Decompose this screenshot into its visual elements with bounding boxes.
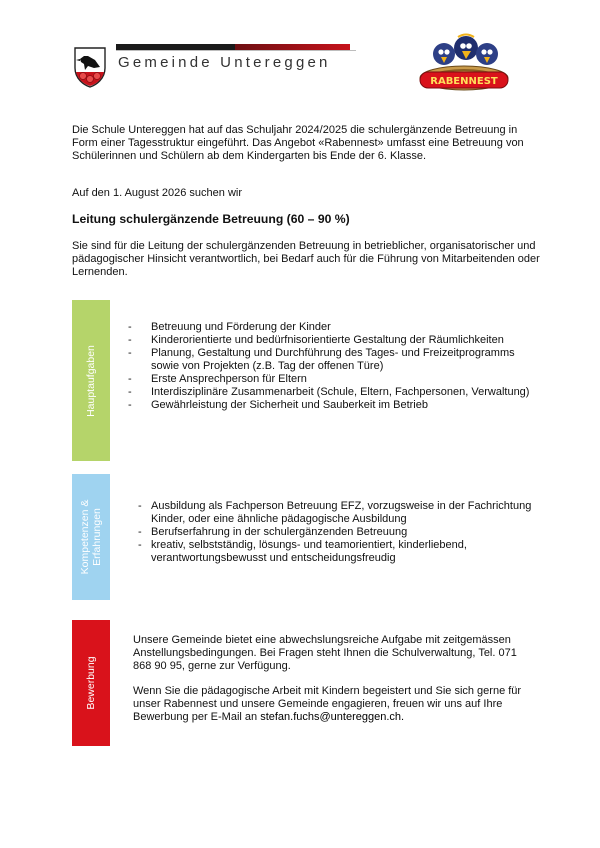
list-item: - Erste Ansprechperson für Eltern [128, 373, 538, 386]
bewerbung-paragraph-1: Unsere Gemeinde bietet eine abwechslungsreiche Aufgabe mit zeitgemässen Anstellungsbedingungen. Bei Fragen steht Ihnen die Schulverwaltung, Tel. 071 868 90 95, gerne zur Verfügung. [133, 634, 517, 672]
municipality-crest-logo [72, 46, 108, 88]
hauptaufgaben-list [128, 321, 538, 412]
list-item: - Interdisziplinäre Zusammenarbeit (Schule, Eltern, Fachpersonen, Verwaltung) [128, 386, 538, 399]
list-item: - Planung, Gestaltung und Durchführung des Tages- und Freizeitprogramms sowie von Projekten (z.B. Tag der offenen Türe) [128, 347, 538, 373]
rabennest-logo [414, 32, 514, 96]
list-item: - Gewährleistung der Sicherheit und Sauberkeit im Betrieb [128, 399, 538, 412]
section-label-kompetenzen [72, 474, 110, 600]
section-label-line: Erfahrungen [91, 508, 103, 566]
list-item: - Berufserfahrung in der schulergänzenden Betreuung [136, 526, 536, 539]
bewerbung-paragraph-2 [133, 685, 533, 724]
bewerbung-paragraph-2-text: Wenn Sie die pädagogische Arbeit mit Kindern begeistert und Sie sich gerne für unser Rabennest und unsere Gemeinde engagieren, freuen wir uns auf Ihre Bewerbung per E-Mail an [133, 685, 522, 723]
header-rule [116, 50, 356, 51]
kompetenzen-list [136, 500, 536, 565]
job-title: Leitung schulergänzende Betreuung (60 – 90 %) [72, 212, 350, 226]
start-date-line: Auf den 1. August 2026 suchen wir [72, 187, 243, 199]
list-item: - Kinderorientierte und bedürfnisorientierte Gestaltung der Räumlichkeiten [128, 334, 538, 347]
intro-paragraph: Die Schule Untereggen hat auf das Schuljahr 2024/2025 die schulergänzende Betreuung in Form einer Tagesstruktur eingeführt. Das Angebot «Rabennest» umfasst eine Betreuung von Schülerinnen und Schülern ab dem Kindergarten bis Ende der 6. Klasse. [72, 124, 524, 162]
section-label-bewerbung [72, 620, 110, 746]
list-item: - kreativ, selbstständig, lösungs- und teamorientiert, kinderliebend, verantwortungsbewusst und entscheidungsfreudig [136, 539, 536, 565]
list-item: - Betreuung und Förderung der Kinder [128, 321, 538, 334]
section-label-hauptaufgaben [72, 300, 110, 461]
job-description: Sie sind für die Leitung der schulergänzenden Betreuung in betrieblicher, organisatorischer und pädagogischer Hinsicht verantwortlich, bei Bedarf auch für die Führung von Mitarbeitenden oder Lernenden. [72, 240, 540, 278]
section-label-text: Bewerbung [85, 656, 97, 710]
section-label-line: Kompetenzen & [79, 499, 91, 575]
section-label-text: Hauptaufgaben [85, 344, 97, 417]
application-email-link[interactable]: stefan.fuchs@untereggen.ch. [260, 711, 405, 723]
municipality-name: Gemeinde Untereggen [118, 54, 331, 71]
section-label-text [79, 500, 103, 575]
rabennest-logo-text: RABENNEST [430, 76, 498, 87]
list-item: - Ausbildung als Fachperson Betreuung EFZ, vorzugsweise in der Fachrichtung Kinder, oder eine ähnliche pädagogische Ausbildung [136, 500, 536, 526]
